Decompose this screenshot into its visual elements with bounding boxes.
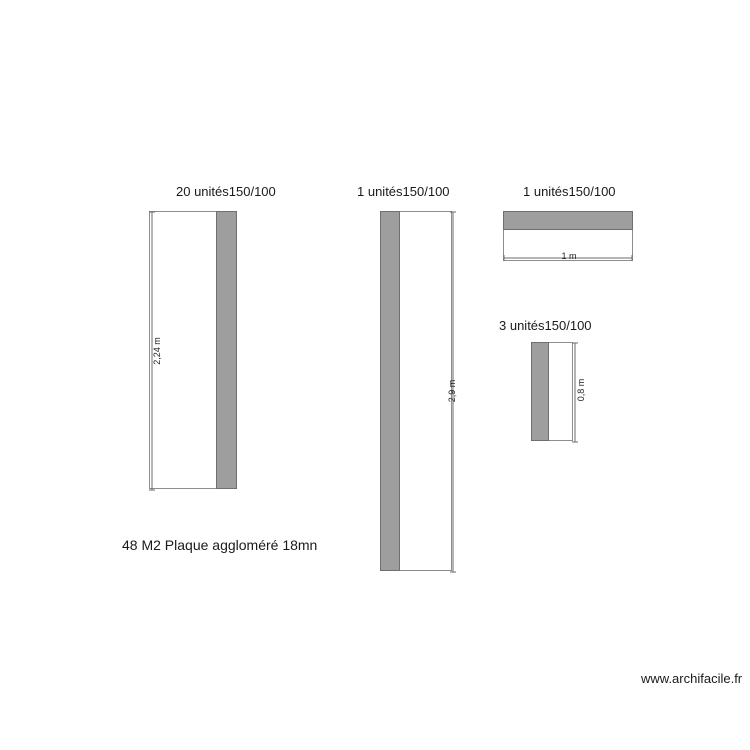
item-3-panel bbox=[503, 211, 633, 230]
item-1-dimension-label: 2,24 m bbox=[152, 337, 162, 365]
item-2-title: 1 unités150/100 bbox=[357, 184, 450, 199]
item-4-dimension-label: 0,8 m bbox=[576, 378, 586, 402]
item-3-title: 1 unités150/100 bbox=[523, 184, 616, 199]
item-4-title: 3 unités150/100 bbox=[499, 318, 592, 333]
item-3-dimension-label: 1 m bbox=[561, 251, 577, 261]
item-4-panel bbox=[531, 342, 549, 441]
item-2-dimension-label: 2,9 m bbox=[447, 379, 457, 403]
drawing-caption: 48 M2 Plaque aggloméré 18mn bbox=[122, 537, 318, 553]
item-2-panel bbox=[380, 211, 400, 571]
item-1-title: 20 unités150/100 bbox=[176, 184, 276, 199]
item-1-panel bbox=[216, 211, 237, 489]
site-credit: www.archifacile.fr bbox=[641, 671, 743, 686]
